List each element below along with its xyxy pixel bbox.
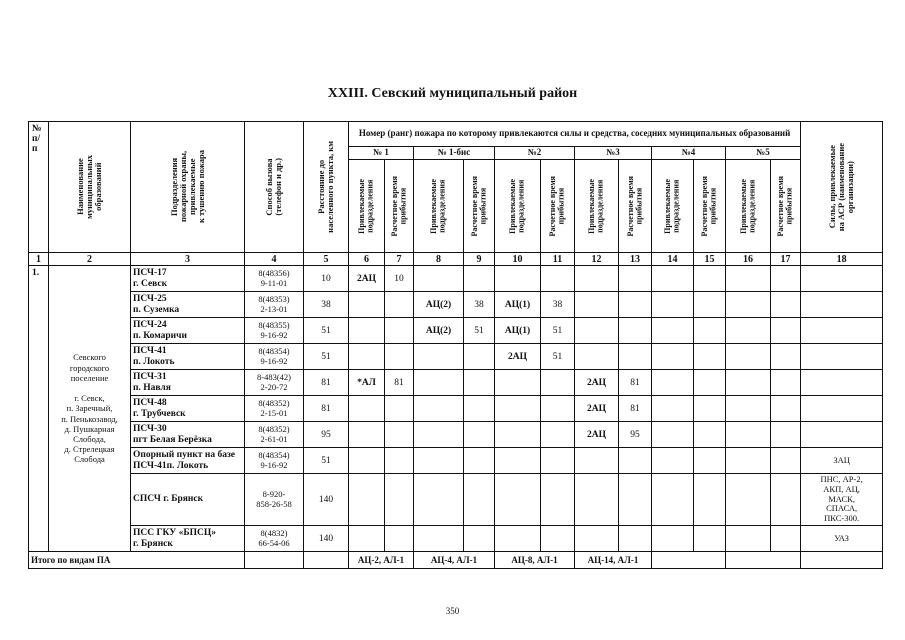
time-cell <box>464 474 495 526</box>
forces-cell <box>652 448 694 474</box>
forces-cell: 2АЦ <box>495 344 541 370</box>
unit-cell: ПСЧ-17 г. Севск <box>131 266 245 292</box>
distance-cell: 38 <box>304 292 349 318</box>
table-row <box>29 422 883 448</box>
forces-cell: 2АЦ <box>349 266 385 292</box>
asr-cell <box>801 422 883 448</box>
unit-cell: ПСЧ-31 п. Навля <box>131 370 245 396</box>
column-number: 11 <box>541 253 575 266</box>
forces-cell <box>349 474 385 526</box>
header-municipality-label: Наименование муниципальных образований <box>75 155 103 219</box>
column-number: 8 <box>414 253 464 266</box>
forces-cell <box>349 422 385 448</box>
forces-cell <box>726 396 771 422</box>
unit-cell: ПСЧ-30 пгт Белая Берёзка <box>131 422 245 448</box>
forces-cell <box>652 370 694 396</box>
time-cell <box>771 422 801 448</box>
subheader-time-0 <box>385 160 414 253</box>
table-row <box>29 396 883 422</box>
totals-value: АЦ-4, АЛ-1 <box>414 552 495 569</box>
forces-cell <box>726 318 771 344</box>
forces-cell <box>575 318 619 344</box>
forces-cell: АЦ(2) <box>414 292 464 318</box>
subheader-time-2 <box>541 160 575 253</box>
forces-cell <box>575 344 619 370</box>
row-number: 1. <box>29 266 49 552</box>
time-cell <box>619 526 652 552</box>
forces-cell <box>652 266 694 292</box>
time-cell <box>771 448 801 474</box>
column-number: 15 <box>694 253 726 266</box>
forces-cell <box>575 474 619 526</box>
column-number: 7 <box>385 253 414 266</box>
forces-cell <box>349 344 385 370</box>
unit-cell: ПСЧ-41 п. Локоть <box>131 344 245 370</box>
time-cell <box>464 370 495 396</box>
column-number: 17 <box>771 253 801 266</box>
subheader-forces-label: Привлекаемые подразделения <box>663 178 681 234</box>
time-cell <box>694 292 726 318</box>
distance-cell: 95 <box>304 422 349 448</box>
forces-cell <box>652 292 694 318</box>
header-unit <box>131 122 245 253</box>
time-cell <box>464 396 495 422</box>
subheader-forces-1 <box>414 160 464 253</box>
column-number: 14 <box>652 253 694 266</box>
forces-cell <box>575 526 619 552</box>
time-cell <box>771 396 801 422</box>
time-cell <box>694 344 726 370</box>
totals-empty <box>245 552 304 569</box>
rank-header-3: №3 <box>575 147 652 160</box>
table-row <box>29 370 883 396</box>
forces-cell <box>575 448 619 474</box>
table-row <box>29 448 883 474</box>
time-cell <box>771 292 801 318</box>
forces-cell <box>495 396 541 422</box>
forces-cell <box>414 422 464 448</box>
time-cell <box>771 266 801 292</box>
forces-cell <box>575 292 619 318</box>
asr-cell <box>801 370 883 396</box>
subheader-forces-label: Привлекаемые подразделения <box>587 178 605 234</box>
time-cell <box>541 266 575 292</box>
time-cell <box>771 474 801 526</box>
forces-cell <box>726 266 771 292</box>
time-cell <box>385 292 414 318</box>
asr-cell <box>801 318 883 344</box>
totals-empty <box>304 552 349 569</box>
forces-cell <box>652 474 694 526</box>
time-cell: 81 <box>385 370 414 396</box>
time-cell <box>541 474 575 526</box>
table-row <box>29 474 883 526</box>
time-cell: 51 <box>541 344 575 370</box>
forces-cell <box>726 474 771 526</box>
asr-cell: УАЗ <box>801 526 883 552</box>
forces-cell <box>726 422 771 448</box>
asr-cell: ЗАЦ <box>801 448 883 474</box>
column-number: 10 <box>495 253 541 266</box>
totals-row <box>29 552 883 569</box>
asr-cell <box>801 396 883 422</box>
forces-cell <box>414 474 464 526</box>
call-cell: 8(48352) 2-61-01 <box>245 422 304 448</box>
subheader-time-label: Расчетное время прибытия <box>625 175 643 237</box>
time-cell: 81 <box>619 396 652 422</box>
time-cell <box>694 266 726 292</box>
column-number: 12 <box>575 253 619 266</box>
forces-cell <box>495 422 541 448</box>
table-row <box>29 526 883 552</box>
time-cell: 38 <box>464 292 495 318</box>
header-call-label: Способ вызова (телефон и др.) <box>264 158 283 216</box>
time-cell <box>464 448 495 474</box>
subheader-time-label: Расчетное время прибытия <box>389 175 407 237</box>
time-cell <box>541 526 575 552</box>
time-cell <box>464 422 495 448</box>
forces-cell <box>652 526 694 552</box>
column-number: 5 <box>304 253 349 266</box>
subheader-time-3 <box>619 160 652 253</box>
forces-cell <box>495 448 541 474</box>
asr-cell <box>801 266 883 292</box>
header-distance-label: Расстояние до населенного пункта, км <box>316 141 335 233</box>
time-cell <box>694 396 726 422</box>
subheader-time-label: Расчетное время прибытия <box>548 175 566 237</box>
forces-cell <box>652 396 694 422</box>
time-cell <box>464 526 495 552</box>
forces-cell <box>495 370 541 396</box>
header-distance <box>304 122 349 253</box>
time-cell <box>464 266 495 292</box>
asr-cell: ПНС, АР-2, АКП, АЦ, МАСК, СПАСА, ПКС-300. <box>801 474 883 526</box>
subheader-time-label: Расчетное время прибытия <box>776 175 794 237</box>
time-cell <box>694 370 726 396</box>
forces-cell <box>414 526 464 552</box>
forces-cell <box>349 318 385 344</box>
time-cell <box>385 422 414 448</box>
forces-cell <box>414 344 464 370</box>
asr-cell <box>801 344 883 370</box>
totals-value: АЦ-14, АЛ-1 <box>575 552 652 569</box>
totals-value <box>652 552 726 569</box>
forces-cell <box>414 370 464 396</box>
column-number: 6 <box>349 253 385 266</box>
forces-cell: 2АЦ <box>575 422 619 448</box>
header-unit-label: Подразделения пожарной охраны, привлекаемые к тушению пожара <box>168 150 206 224</box>
subheader-forces-3 <box>575 160 619 253</box>
header-municipality <box>49 122 131 253</box>
totals-value <box>726 552 801 569</box>
time-cell: 95 <box>619 422 652 448</box>
time-cell <box>619 292 652 318</box>
time-cell <box>385 318 414 344</box>
document-title: XXIII. Севский муниципальный район <box>327 86 578 101</box>
unit-cell: ПСЧ-48 г. Трубчевск <box>131 396 245 422</box>
forces-cell <box>495 474 541 526</box>
forces-cell <box>414 396 464 422</box>
subheader-forces-label: Привлекаемые подразделения <box>738 178 756 234</box>
forces-cell <box>349 526 385 552</box>
time-cell <box>385 448 414 474</box>
forces-cell <box>726 526 771 552</box>
header-num: № п/п <box>29 122 49 253</box>
distance-cell: 10 <box>304 266 349 292</box>
time-cell: 81 <box>619 370 652 396</box>
unit-cell: СПСЧ г. Брянск <box>131 474 245 526</box>
subheader-forces-5 <box>726 160 771 253</box>
time-cell <box>694 318 726 344</box>
time-cell <box>771 526 801 552</box>
call-cell: 8(48354) 9-16-92 <box>245 448 304 474</box>
forces-cell <box>652 344 694 370</box>
totals-label: Итого по видам ПА <box>29 552 245 569</box>
subheader-forces-label: Привлекаемые подразделения <box>508 178 526 234</box>
column-number: 2 <box>49 253 131 266</box>
time-cell <box>385 396 414 422</box>
forces-cell <box>726 292 771 318</box>
column-number: 1 <box>29 253 49 266</box>
call-cell: 8(4832) 66-54-06 <box>245 526 304 552</box>
forces-cell <box>495 266 541 292</box>
forces-cell <box>349 292 385 318</box>
forces-cell <box>349 396 385 422</box>
forces-cell <box>726 344 771 370</box>
forces-cell: АЦ(1) <box>495 318 541 344</box>
subheader-forces-2 <box>495 160 541 253</box>
time-cell <box>619 448 652 474</box>
page-number: 350 <box>445 606 460 616</box>
forces-cell <box>726 448 771 474</box>
forces-cell <box>652 422 694 448</box>
time-cell: 51 <box>541 318 575 344</box>
forces-cell <box>575 266 619 292</box>
time-cell <box>385 474 414 526</box>
time-cell <box>694 474 726 526</box>
time-cell <box>541 422 575 448</box>
subheader-time-4 <box>694 160 726 253</box>
forces-cell: 2АЦ <box>575 396 619 422</box>
rank-header-5: №5 <box>726 147 801 160</box>
subheader-time-1 <box>464 160 495 253</box>
time-cell <box>694 448 726 474</box>
subheader-time-label: Расчетное время прибытия <box>469 175 487 237</box>
forces-cell <box>652 318 694 344</box>
subheader-forces-label: Привлекаемые подразделения <box>357 178 375 234</box>
column-number: 13 <box>619 253 652 266</box>
column-number: 3 <box>131 253 245 266</box>
forces-cell <box>349 448 385 474</box>
forces-cell: *АЛ <box>349 370 385 396</box>
fire-forces-table <box>28 121 883 569</box>
subheader-forces-label: Привлекаемые подразделения <box>429 178 447 234</box>
unit-cell: Опорный пункт на базе ПСЧ-41п. Локоть <box>131 448 245 474</box>
municipality-cell: Севского городского поселение г. Севск, п. Заречный, п. Пенькозавод, д. Пушкарная Слобода, д. Стрелецкая Слобода <box>49 266 131 552</box>
call-cell: 8(48353) 2-13-01 <box>245 292 304 318</box>
distance-cell: 140 <box>304 526 349 552</box>
forces-cell <box>414 448 464 474</box>
column-number: 18 <box>801 253 883 266</box>
unit-cell: ПСЧ-25 п. Суземка <box>131 292 245 318</box>
distance-cell: 81 <box>304 396 349 422</box>
header-asr <box>801 122 883 253</box>
rank-header-1: № 1-бис <box>414 147 495 160</box>
distance-cell: 51 <box>304 344 349 370</box>
totals-value: АЦ-8, АЛ-1 <box>495 552 575 569</box>
distance-cell: 51 <box>304 448 349 474</box>
forces-cell <box>495 526 541 552</box>
column-number: 9 <box>464 253 495 266</box>
subheader-forces-4 <box>652 160 694 253</box>
time-cell <box>385 526 414 552</box>
header-rank-title: Номер (ранг) пожара по которому привлекаются силы и средства, соседних муниципальных образований <box>349 122 801 147</box>
time-cell: 10 <box>385 266 414 292</box>
header-call <box>245 122 304 253</box>
subheader-time-label: Расчетное время прибытия <box>700 175 718 237</box>
forces-cell: АЦ(1) <box>495 292 541 318</box>
time-cell <box>541 448 575 474</box>
table-row <box>29 318 883 344</box>
time-cell <box>619 318 652 344</box>
call-cell: 8-920- 858-26-58 <box>245 474 304 526</box>
column-number: 16 <box>726 253 771 266</box>
rank-header-2: №2 <box>495 147 575 160</box>
totals-value: АЦ-2, АЛ-1 <box>349 552 414 569</box>
distance-cell: 81 <box>304 370 349 396</box>
time-cell <box>619 474 652 526</box>
time-cell <box>619 344 652 370</box>
distance-cell: 140 <box>304 474 349 526</box>
table-row <box>29 292 883 318</box>
call-cell: 8(48352) 2-15-01 <box>245 396 304 422</box>
table-row <box>29 266 883 292</box>
call-cell: 8(48356) 9-11-01 <box>245 266 304 292</box>
asr-cell <box>801 292 883 318</box>
table-row <box>29 344 883 370</box>
forces-cell <box>414 266 464 292</box>
time-cell <box>385 344 414 370</box>
distance-cell: 51 <box>304 318 349 344</box>
forces-cell: 2АЦ <box>575 370 619 396</box>
rank-header-0: № 1 <box>349 147 414 160</box>
unit-cell: ПСЧ-24 п. Комаричи <box>131 318 245 344</box>
forces-cell <box>726 370 771 396</box>
time-cell <box>771 344 801 370</box>
subheader-forces-0 <box>349 160 385 253</box>
rank-header-4: №4 <box>652 147 726 160</box>
time-cell <box>694 422 726 448</box>
unit-cell: ПСС ГКУ «БПСЦ» г. Брянск <box>131 526 245 552</box>
forces-cell: АЦ(2) <box>414 318 464 344</box>
call-cell: 8(48354) 9-16-92 <box>245 344 304 370</box>
column-number: 4 <box>245 253 304 266</box>
time-cell <box>694 526 726 552</box>
time-cell: 51 <box>464 318 495 344</box>
time-cell <box>771 318 801 344</box>
time-cell <box>541 370 575 396</box>
totals-empty <box>801 552 883 569</box>
time-cell <box>541 396 575 422</box>
call-cell: 8-483(42) 2-20-72 <box>245 370 304 396</box>
subheader-time-5 <box>771 160 801 253</box>
time-cell: 38 <box>541 292 575 318</box>
header-asr-label: Силы, привлекаемые на АСР (наименование организации) <box>827 142 856 232</box>
time-cell <box>619 266 652 292</box>
time-cell <box>771 370 801 396</box>
call-cell: 8(48355) 9-16-92 <box>245 318 304 344</box>
time-cell <box>464 344 495 370</box>
